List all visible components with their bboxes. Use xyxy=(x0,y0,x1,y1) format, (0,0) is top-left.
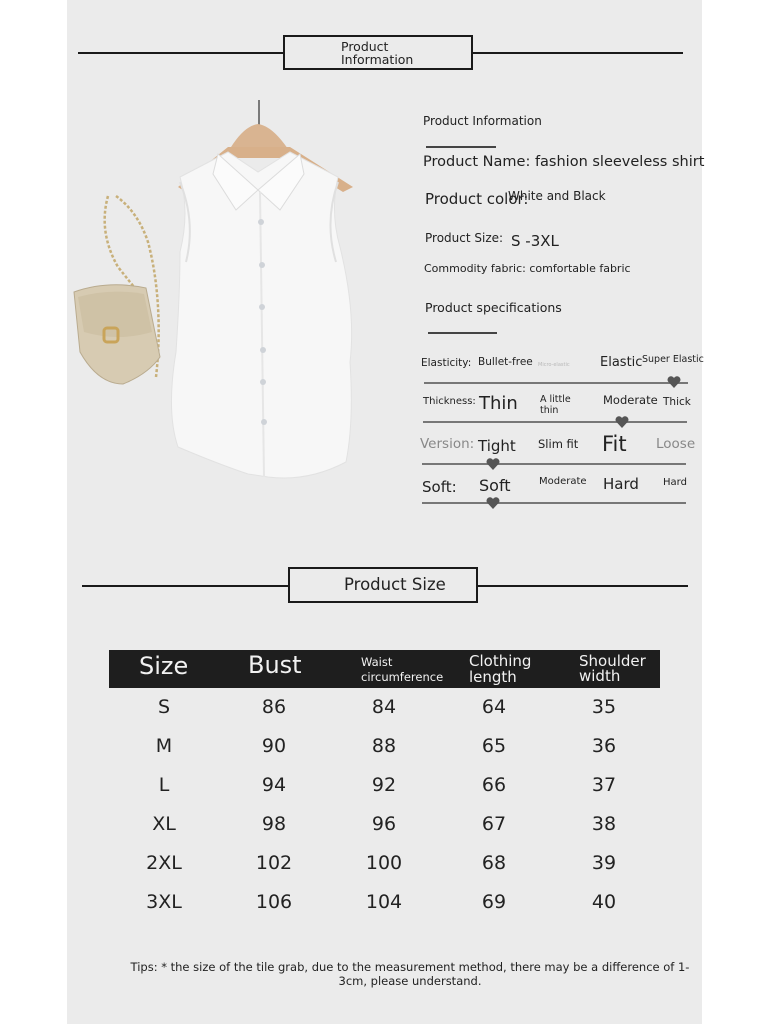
spec-option: Micro-elastic xyxy=(538,362,570,368)
cell-length: 64 xyxy=(481,696,507,718)
fabric-label: Commodity fabric: xyxy=(424,262,526,275)
cell-bust: 98 xyxy=(261,813,287,835)
spec-option: Moderate xyxy=(603,393,658,407)
product-color-value: White and Black xyxy=(508,189,606,203)
specs-heading: Product specifications xyxy=(425,300,562,315)
cell-waist: 92 xyxy=(371,774,397,796)
cell-size: M xyxy=(155,735,173,757)
spec-option: Fit xyxy=(602,432,627,456)
size-table-header xyxy=(109,650,660,688)
col-header-waist-line2: circumference xyxy=(361,670,444,684)
spec-option: Super Elastic xyxy=(642,354,704,365)
cell-shoulder: 37 xyxy=(591,774,617,796)
col-header-shoulder-line2: width xyxy=(579,667,621,685)
section-title-line1: Product xyxy=(341,39,389,54)
section-title-line2: Information xyxy=(341,52,414,67)
fabric-value: comfortable fabric xyxy=(529,262,631,275)
spec-option: Thick xyxy=(663,396,691,408)
cell-bust: 90 xyxy=(261,735,287,757)
cell-waist: 104 xyxy=(365,891,403,913)
spec-option: Bullet-free xyxy=(478,356,533,368)
section-title-box xyxy=(288,567,478,603)
measurement-tips: Tips: * the size of the tile grab, due to the measurement method, there may be a difference of 1-3cm, please understand. xyxy=(130,960,690,988)
product-name-row xyxy=(423,154,704,170)
cell-bust: 94 xyxy=(261,774,287,796)
col-header-shoulder-line1: Shoulder xyxy=(579,652,646,670)
spec-slider-track xyxy=(422,502,686,504)
cell-shoulder: 38 xyxy=(591,813,617,835)
spec-option: A little thin xyxy=(540,394,571,416)
cell-size: L xyxy=(158,774,170,796)
cell-bust: 106 xyxy=(255,891,293,913)
spec-slider-track xyxy=(424,382,688,384)
divider-right xyxy=(471,52,683,54)
fabric-row xyxy=(424,262,631,275)
spec-option: Thin xyxy=(479,393,518,414)
cell-length: 68 xyxy=(481,852,507,874)
col-header-size: Size xyxy=(139,652,189,680)
cell-size: S xyxy=(157,696,171,718)
col-header-length-line1: Clothing xyxy=(469,652,532,670)
product-size-value: S -3XL xyxy=(511,232,559,250)
cell-shoulder: 39 xyxy=(591,852,617,874)
col-header-length-line2: length xyxy=(469,668,517,686)
info-heading-underline xyxy=(426,146,496,148)
cell-size: XL xyxy=(152,813,176,835)
divider-left xyxy=(82,585,289,587)
info-heading: Product Information xyxy=(423,114,542,128)
spec-option: Moderate xyxy=(539,476,587,487)
spec-option: Hard xyxy=(603,475,639,493)
heart-marker-icon xyxy=(615,416,629,428)
col-header-waist-line1: Waist xyxy=(361,655,393,669)
cell-length: 67 xyxy=(481,813,507,835)
heart-marker-icon xyxy=(486,458,500,470)
cell-bust: 102 xyxy=(255,852,293,874)
product-color-label: Product color: xyxy=(425,190,529,208)
heart-marker-icon xyxy=(486,497,500,509)
cell-size: 3XL xyxy=(146,891,182,913)
product-photo xyxy=(68,92,378,492)
cell-waist: 96 xyxy=(371,813,397,835)
cell-shoulder: 36 xyxy=(591,735,617,757)
spec-option: Hard xyxy=(663,477,687,488)
cell-waist: 88 xyxy=(371,735,397,757)
spec-option: Slim fit xyxy=(538,437,579,451)
spec-label: Soft: xyxy=(422,478,457,496)
cell-shoulder: 40 xyxy=(591,891,617,913)
cell-waist: 100 xyxy=(365,852,403,874)
cell-length: 69 xyxy=(481,891,507,913)
divider-left xyxy=(78,52,284,54)
spec-slider-track xyxy=(423,421,687,423)
spec-label: Thickness: xyxy=(423,396,476,407)
spec-option: Loose xyxy=(656,436,696,452)
product-name-label: Product Name: xyxy=(423,154,531,170)
spec-option: Elastic xyxy=(600,355,643,370)
cell-length: 66 xyxy=(481,774,507,796)
spec-option: Tight xyxy=(478,437,516,455)
spec-slider-track xyxy=(422,463,686,465)
cell-waist: 84 xyxy=(371,696,397,718)
cell-length: 65 xyxy=(481,735,507,757)
cell-size: 2XL xyxy=(146,852,182,874)
section-title-box xyxy=(283,35,473,70)
section-title: Product Size xyxy=(344,575,446,594)
spec-label: Version: xyxy=(420,436,475,452)
heart-marker-icon xyxy=(667,376,681,388)
col-header-bust: Bust xyxy=(248,651,302,679)
spec-option: Soft xyxy=(479,476,511,495)
spec-label: Elasticity: xyxy=(421,357,472,369)
cell-shoulder: 35 xyxy=(591,696,617,718)
divider-right xyxy=(476,585,688,587)
product-size-label: Product Size: xyxy=(425,231,504,245)
product-name-value: fashion sleeveless shirt xyxy=(534,154,705,170)
cell-bust: 86 xyxy=(261,696,287,718)
specs-heading-underline xyxy=(428,332,497,334)
